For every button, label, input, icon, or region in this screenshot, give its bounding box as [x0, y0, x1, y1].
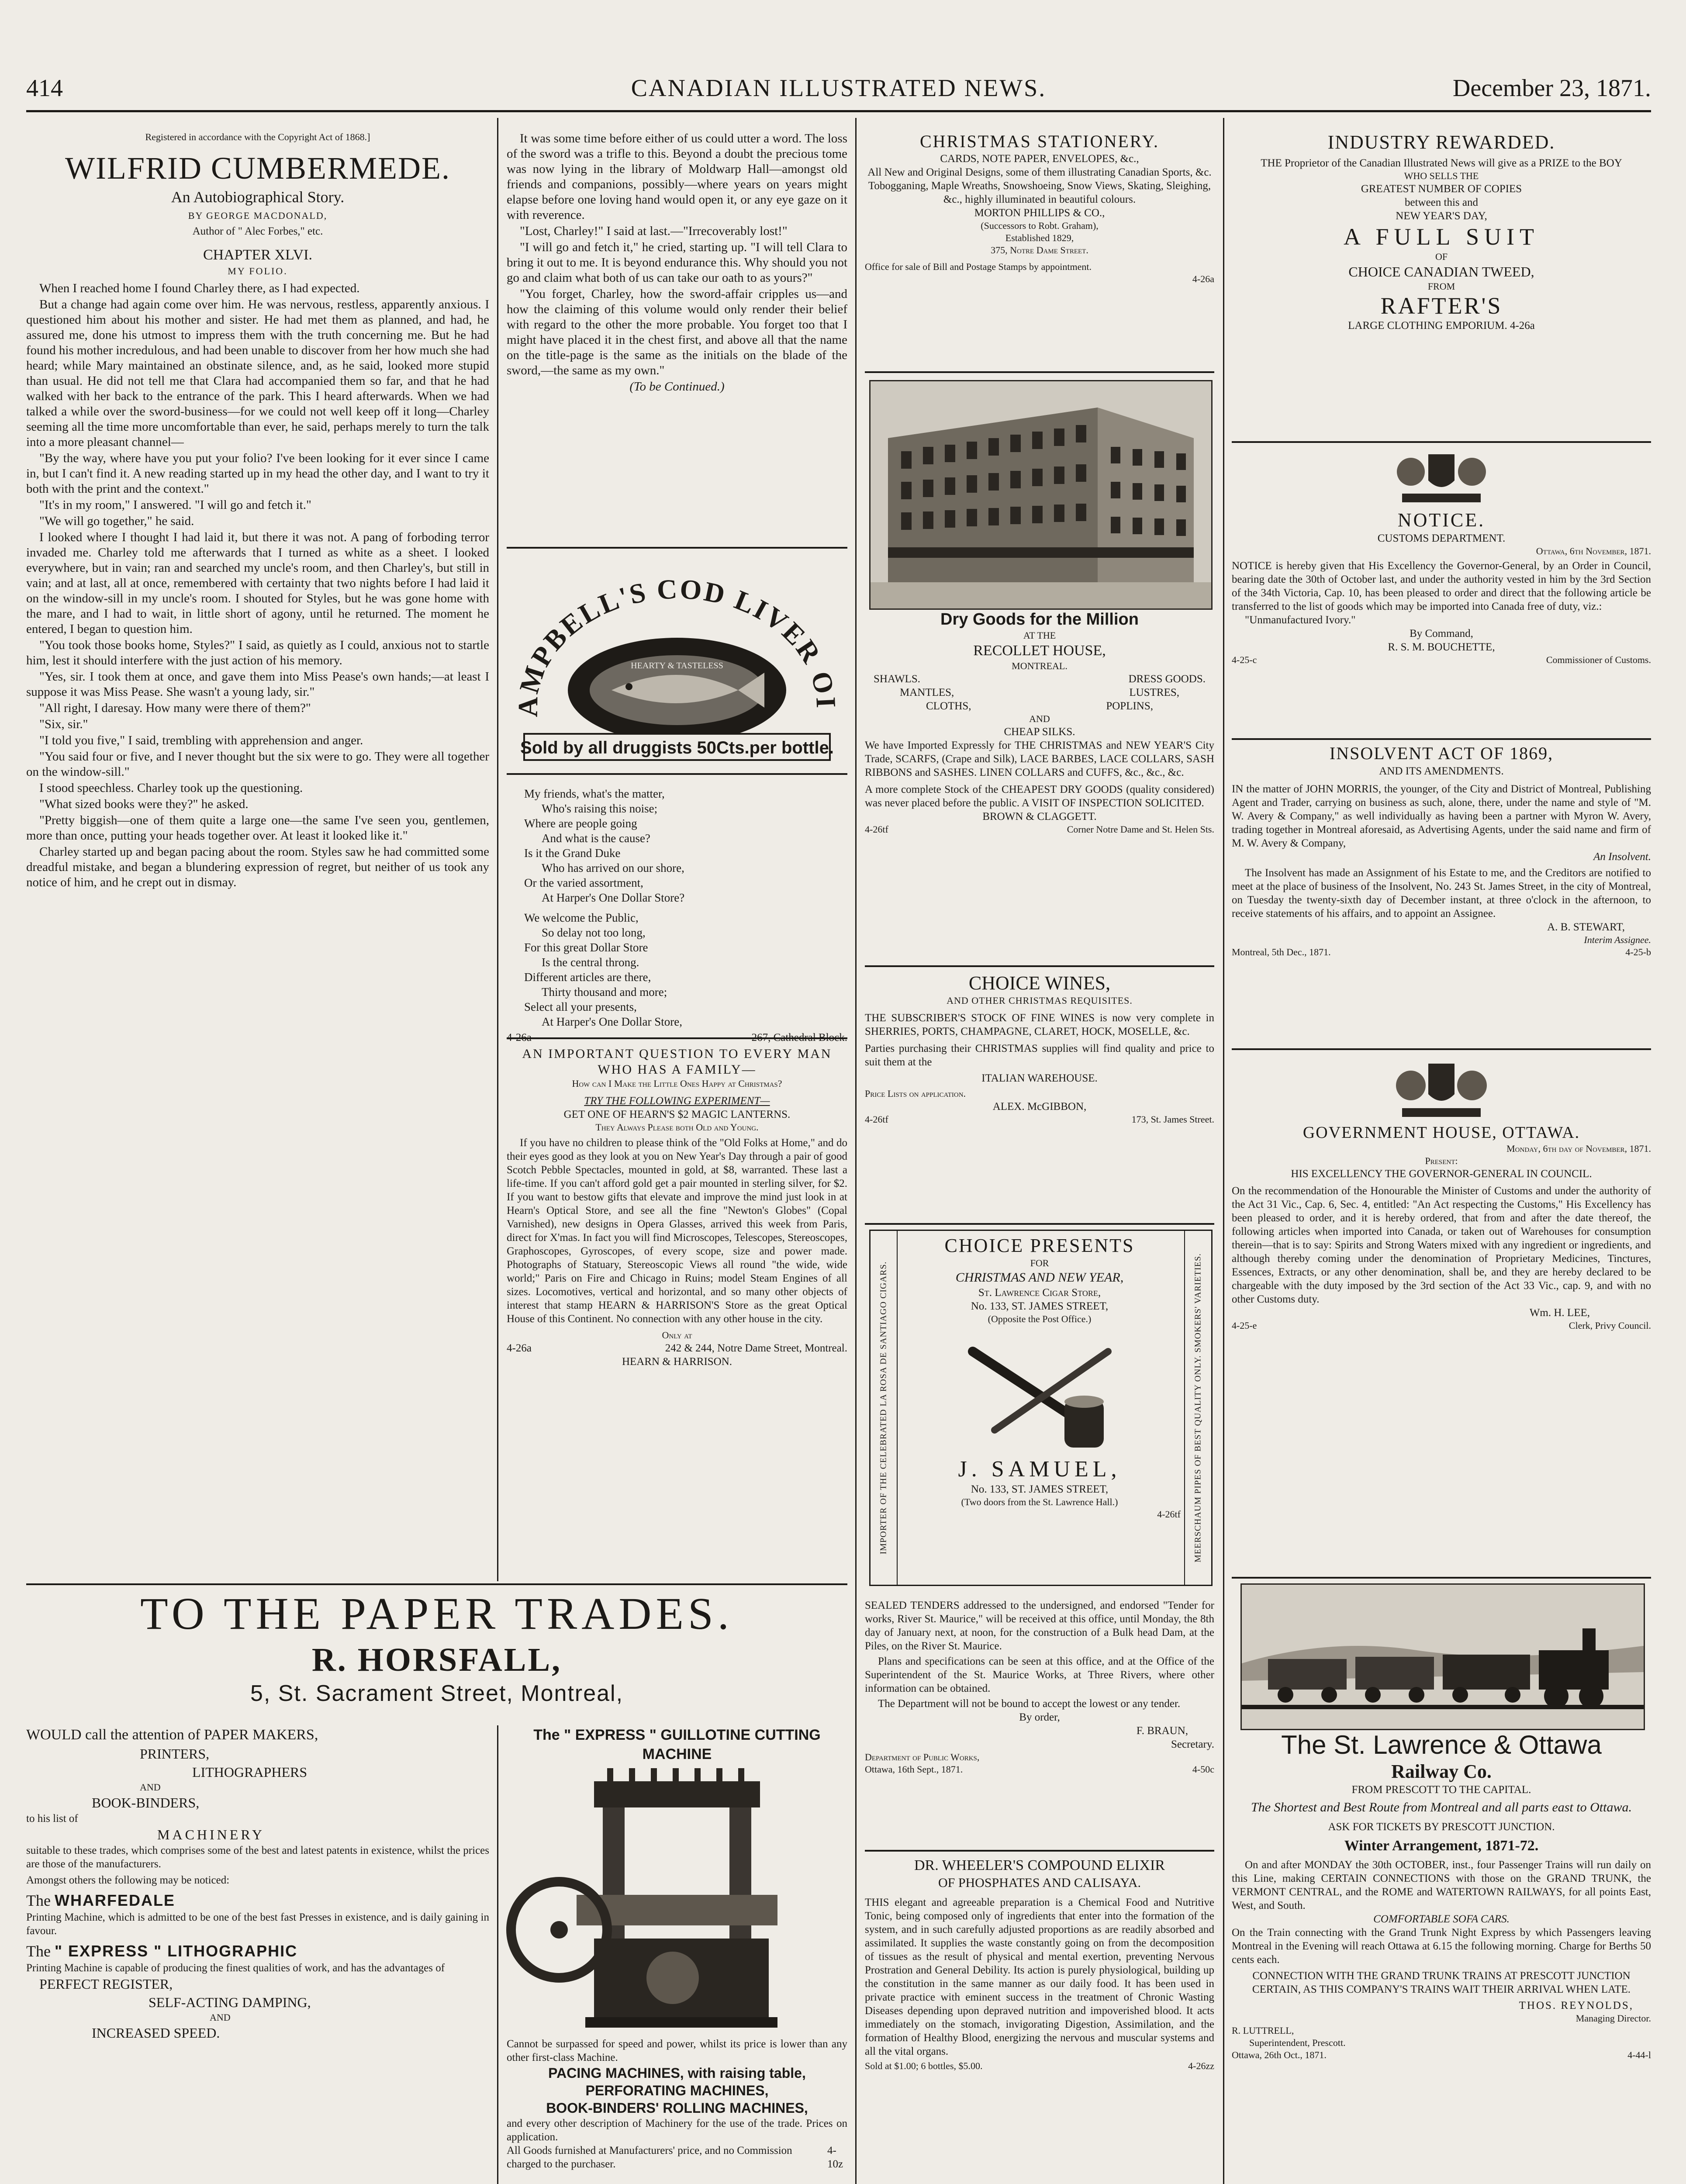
recollet-items: [865, 686, 1214, 699]
poem-line: For this great Dollar Store: [524, 941, 648, 954]
paper-trades-register: PERFECT REGISTER,: [39, 1976, 173, 1992]
notice-by: By Command,: [1410, 628, 1473, 639]
govhouse-title: GOVERNMENT HOUSE, OTTAWA.: [1303, 1123, 1580, 1142]
tenders-by: By order,: [1019, 1711, 1060, 1723]
guillotine-ad: [507, 1725, 847, 2184]
railway-supt-name: R. LUTTRELL,: [1232, 2025, 1294, 2036]
notice-name: R. S. M. BOUCHETTE,: [1388, 641, 1495, 653]
industry-rafter: RAFTER'S: [1380, 293, 1503, 319]
presents-side-left: [871, 1231, 898, 1585]
railway-cars: COMFORTABLE SOFA CARS.: [1373, 1913, 1510, 1925]
presents-address: No. 133, ST. JAMES STREET,: [971, 1300, 1109, 1312]
item: MANTLES,: [900, 687, 954, 698]
govhouse-excellency: HIS EXCELLENCY THE GOVERNOR-GENERAL IN COUNCIL.: [1291, 1168, 1592, 1180]
section-rule: [507, 1037, 847, 1039]
pipe-icon: [898, 1325, 1181, 1456]
paper-trades-text: WOULD call the attention of PAPER MAKERS,: [26, 1727, 318, 1743]
item: DRESS GOODS.: [1128, 673, 1206, 685]
story-paragraph: "I told you five," I said, trembling with apprehension and anger.: [39, 733, 363, 747]
chapter-number: CHAPTER XLVI.: [203, 247, 312, 263]
industry-of: OF: [1435, 251, 1448, 262]
stationery-title: CHRISTMAS STATIONERY.: [919, 131, 1160, 151]
notice-role: Commissioner of Customs.: [1546, 654, 1651, 665]
insolvent-sub: AND ITS AMENDMENTS.: [1379, 765, 1504, 777]
insolvent-an: An Insolvent.: [1593, 851, 1651, 863]
stationery-address: 375, Notre Dame Street.: [991, 245, 1088, 256]
poem-line: Select all your presents,: [524, 1000, 637, 1013]
railway-ad: [1232, 1730, 1651, 2184]
presents-side-right: [1184, 1231, 1211, 1585]
govhouse-name: Wm. H. LEE,: [1529, 1307, 1590, 1319]
ad-code: 4-10z: [827, 2145, 843, 2170]
recollet-body2: A more complete Stock of the CHEAPEST DRY GOODS (quality considered) was never placed before the public. A VISIT OF INSPECTION SOLICITED.: [865, 784, 1214, 809]
stationery-line: CARDS, NOTE PAPER, ENVELOPES, &c.,: [940, 153, 1139, 165]
paper-trades-speed: INCREASED SPEED.: [92, 2025, 220, 2041]
industry-nyd: NEW YEAR'S DAY,: [1396, 210, 1487, 222]
lantern-offer: GET ONE OF HEARN'S $2 MAGIC LANTERNS.: [563, 1109, 791, 1120]
poem-line: And what is the cause?: [542, 832, 650, 845]
industry-emporium-name: LARGE CLOTHING EMPORIUM.: [1348, 320, 1507, 332]
insolvent-ad: [1232, 743, 1651, 1048]
ad-code: 4-26tf: [1157, 1509, 1181, 1520]
chapter-title: MY FOLIO.: [228, 266, 288, 276]
govhouse-ad: [1232, 1123, 1651, 1577]
presents-title: CHOICE PRESENTS: [944, 1235, 1135, 1256]
paper-trades-text3: Amongst others the following may be noticed:: [26, 1874, 230, 1886]
presents-address2: No. 133, ST. JAMES STREET,: [971, 1483, 1109, 1495]
ad-code: 4-26a: [507, 1342, 532, 1354]
ad-code: 4-25-e: [1232, 1320, 1257, 1331]
perforating-machines: PERFORATING MACHINES,: [585, 2083, 769, 2098]
royal-arms-icon: [1363, 446, 1520, 507]
serial-story: [26, 131, 489, 1581]
ad-code: 4-50c: [1192, 1764, 1214, 1775]
page-number: 414: [26, 75, 63, 102]
govhouse-role: Clerk, Privy Council.: [1569, 1320, 1651, 1331]
pacing-machines: PACING MACHINES, with raising table,: [548, 2065, 806, 2081]
wines-title: CHOICE WINES,: [968, 972, 1111, 994]
industry-emporium: [1232, 319, 1651, 332]
wines-name: ALEX. McGIBBON,: [992, 1101, 1087, 1113]
ad-code: 4-44-l: [1627, 2049, 1651, 2060]
column-rule: [497, 1725, 498, 2184]
paper-trades-text2: suitable to these trades, which comprises some of the best and latest patents in existence, whilst the prices are those of the manufacturers.: [26, 1845, 489, 1870]
paper-trades-header: [26, 1588, 847, 1723]
insolvent-role: Interim Assignee.: [1584, 934, 1651, 945]
ad-code: 4-25-b: [1625, 947, 1651, 957]
masthead-title: CANADIAN ILLUSTRATED NEWS.: [631, 75, 1047, 102]
item: POPLINS,: [1106, 700, 1153, 712]
lantern-experiment: TRY THE FOLLOWING EXPERIMENT—: [584, 1095, 770, 1107]
paper-trades-to-list: to his list of: [26, 1813, 78, 1825]
paper-trades-left: [26, 1725, 489, 2184]
to-be-continued: (To be Continued.): [629, 380, 725, 394]
poem-line: Or the varied assortment,: [524, 876, 643, 889]
presents-ad: [869, 1230, 1213, 1586]
elixir-sub: OF PHOSPHATES AND CALISAYA.: [938, 1876, 1141, 1890]
railway-supt-role: Superintendent, Prescott.: [1249, 2037, 1346, 2048]
story-paragraph: "We will go together," he said.: [39, 514, 194, 528]
harper-ad: [507, 786, 847, 1031]
govhouse-present: Present:: [1425, 1155, 1458, 1166]
recollet-address: Corner Notre Dame and St. Helen Sts.: [1067, 824, 1214, 835]
tenders-text: SEALED TENDERS addressed to the undersigned, and endorsed "Tender for works, River St. Maurice," will be received at this office, until Monday, the 8th day of January next, at noon, for the construction of a Bulk head Dam, at the Piles, on the River St. Maurice.: [865, 1600, 1214, 1652]
stationery-text: All New and Original Designs, some of them illustrating Canadian Sports, &c. Tobogganing, Maple Wreaths, Snowshoeing, Snow Views, Skating, Sleighing, &c., highly illuminated in beautiful colours.: [867, 166, 1212, 205]
wines-sub: AND OTHER CHRISTMAS REQUISITES.: [947, 995, 1133, 1006]
section-rule: [507, 547, 847, 549]
industry-greatest: GREATEST NUMBER OF COPIES: [1361, 183, 1522, 195]
wines-body2: Parties purchasing their CHRISTMAS supplies will find quality and price to suit them at the: [865, 1043, 1214, 1068]
presents-name: J. SAMUEL,: [958, 1457, 1121, 1482]
story-paragraph: "Six, sir.": [39, 717, 88, 731]
train-engraving: [1240, 1583, 1645, 1730]
recollet-items: [865, 699, 1214, 713]
ad-code: 4-26zz: [1188, 2060, 1214, 2071]
story-paragraph: "It's in my room," I answered. "I will go and fetch it.": [39, 498, 311, 512]
story-paragraph: "What sized books were they?" he asked.: [39, 797, 249, 811]
elixir-text: THIS elegant and agreeable preparation is a Chemical Food and Nutritive Tonic, being composed only of ingredients that enter into the formation of the system, and in such carefully adjusted proportions as are readily absorbed and assimilated. It supplies the waste constantly going on from the decomposition of tissues as the result of physical and mental exertion, preventing Nervous Prostration and General Debility. Its action is purely physiological, building up the constitution in the same manner as our daily food. It has been used in private practice with eminent success in the treatment of Chronic Wasting Diseases depending upon depraved nutrition and impoverished blood. It acts immediately on the stomach, invigorating Digestion, Assimilation, and the formation of Healthy Blood, energizing the nervous and muscular systems and all the vital organs.: [865, 1897, 1214, 2057]
wharfedale-heading: [26, 1890, 489, 1911]
elixir-price: Sold at $1.00; 6 bottles, $5.00.: [865, 2060, 983, 2071]
story-paragraph: "I will go and fetch it," he cried, starting up. "I will tell Clara to bring it out to me. It is beyond endurance this. Why should you not go and claim what both of us can take our oath to as yours?": [507, 240, 847, 285]
govhouse-text: On the recommendation of the Honourable the Minister of Customs and under the authority of the Act 31 Vic., Cap. 6, Sec. 4, entitled: "An Act respecting the Customs," His Excellency has been pleased to order, and it is hereby ordered, that from and after the date thereof, the following articles when imported into Canada, or taken out of Warehouses for consumption therein—that is to say: Spirits and Strong Waters mixed with any ingredient or ingredients, and although thereby coming under the denomination of Proprietary Medicines, Tinctures, Essences, Extracts, or any other denomination, shall be, and they are hereby declared to be chargeable with the duty imposed by the 3rd section of the Act 33 Vic., cap. 9, and with no other Customs duty.: [1232, 1185, 1651, 1305]
tenders-text2: Plans and specifications can be seen at this office, and at the Office of the Superintendent of the St. Maurice Works, at Three Rivers, where other information can be obtained.: [865, 1655, 1214, 1694]
insolvent-title: INSOLVENT ACT OF 1869,: [1329, 743, 1554, 763]
express-the: The: [26, 1942, 51, 1960]
railway-text: On and after MONDAY the 30th OCTOBER, inst., four Passenger Trains will run daily on this Line, making CERTAIN CONNECTIONS with those on the GRAND TRUNK, the VERMONT CENTRAL, and the ROME and WATERTOWN RAILWAYS, for all points East, West, and South.: [1232, 1859, 1651, 1911]
section-rule: [865, 965, 1214, 967]
section-rule: [865, 1223, 1214, 1225]
poem-line: Where are people going: [524, 817, 637, 830]
insolvent-text2: The Insolvent has made an Assignment of his Estate to me, and the Creditors are notified to meet at the place of business of the Insolvent, No. 243 St. James Street, in the city of Montreal, on Tuesday the twenty-sixth day of December instant, at three o'clock in the afternoon, to receive statements of his affairs, and to appoint an Assignee.: [1232, 867, 1651, 919]
paper-trades-every-other: and every other description of Machinery for the use of the trade. Prices on application.: [507, 2118, 847, 2143]
poem-line: So delay not too long,: [542, 926, 646, 939]
coat-of-arms-icon: [1363, 1055, 1520, 1120]
masthead: [26, 70, 1651, 105]
notice-dept: CUSTOMS DEPARTMENT.: [1377, 532, 1506, 544]
ad-code: 4-26tf: [865, 824, 888, 835]
item: SHAWLS.: [874, 673, 921, 685]
presents-doors: (Two doors from the St. Lawrence Hall.): [961, 1496, 1118, 1507]
tenders-footer: [865, 1763, 1214, 1776]
story-paragraph: I looked where I thought I had laid it, but there it was not. A pang of forboding terror invaded me. Charley told me afterwards that I turned as white as a sheet. I looked everywhere, but in vain; ran and searched my uncle's room, and then Charley's, but still in vain; and at last, all at once, remembered with certainty that two nights before I had laid it on the window-sill in my uncle's room. I shouted for Styles, but he was gone home with the mare, and I had to wait, in little short of agony, until he returned. The moment he entered, I began to question him.: [26, 530, 489, 636]
story-paragraph: "You said four or five, and I never thought but the six were to go. They were all together on the window-sill.": [26, 750, 489, 779]
section-rule: [1232, 1577, 1651, 1579]
railway-text2: On the Train connecting with the Grand Trunk Night Express by which Passengers leaving Montreal in the Evening will reach Ottawa at 6.15 the following morning. Charge for Berths 50 cents each.: [1232, 1927, 1651, 1966]
wharfedale-text: Printing Machine, which is admitted to be one of the best fast Presses in existence, and is daily gaining in favour.: [26, 1911, 489, 1937]
railway-co: Railway Co.: [1391, 1761, 1492, 1782]
column-rule: [855, 118, 857, 2184]
story-body: [26, 281, 489, 890]
story-paragraph: I stood speechless. Charley took up the questioning.: [39, 781, 303, 795]
lantern-footer: [507, 1341, 847, 1355]
paper-trades-damping: SELF-ACTING DAMPING,: [149, 1994, 311, 2010]
wines-ad: [865, 972, 1214, 1216]
railway-ask: ASK FOR TICKETS BY PRESCOTT JUNCTION.: [1328, 1821, 1555, 1833]
tenders-text3: The Department will not be bound to accept the lowest or any tender.: [878, 1698, 1181, 1710]
notice-title: NOTICE.: [1397, 509, 1486, 531]
industry-between: between this and: [1404, 197, 1478, 208]
poem-line: At Harper's One Dollar Store?: [542, 891, 685, 904]
poem-line: Thirty thousand and more;: [542, 985, 667, 999]
section-rule: [865, 371, 1214, 373]
ad-code: 4-26a: [1510, 320, 1535, 332]
paper-trades-goods: All Goods furnished at Manufacturers' price, and no Commission charged to the purchaser.: [507, 2145, 792, 2170]
railway-tagline: The Shortest and Best Route from Montreal and all parts east to Ottawa.: [1251, 1800, 1632, 1814]
recollet-footer: [865, 823, 1214, 836]
presents-side-right-text: MEERSCHAUM PIPES OF BEST QUALITY ONLY. SMOKERS' VARIETIES.: [1193, 1253, 1203, 1563]
express-litho-name: " EXPRESS " LITHOGRAPHIC: [54, 1942, 298, 1960]
recollet-silks: CHEAP SILKS.: [1004, 726, 1075, 738]
section-rule: [1232, 1048, 1651, 1050]
section-rule: [1232, 738, 1651, 740]
elixir-footer: [865, 2060, 1214, 2072]
story-paragraph: "By the way, where have you put your folio? I've been looking for it ever since I came in, but I can't find it. A new reading started up in my head the other day, and I want to try it both with the print and the context.": [26, 451, 489, 496]
industry-ad: [1232, 131, 1651, 437]
story-paragraph: But a change had again come over him. He was nervous, restless, apparently anxious. I questioned him about his mother and sister. He had met them as planned, and had, he assured me, done his utmost to impress them with the truth concerning me. But he had found his mother incredulous, and had been unable to discover from her how much she had heard; while Mary maintained an obstinate silence, and, as he said, looked more stupid than usual. He did not tell me that Clara had accompanied them so far, and that he had walked with her back to the entrance of the park. This I heard afterwards. When we had talked a while over the sword-business—for we could not well keep off it long—Charley seeming all the time more uncomfortable than ever, he said, perhaps merely to turn the talk into a more pleasant channel—: [26, 297, 489, 449]
recollet-and: AND: [1029, 713, 1050, 724]
cod-liver-footer: Sold by all druggists 50Cts.per bottle.: [520, 738, 834, 757]
wharfedale-the: The: [26, 1892, 51, 1909]
cod-liver-banner: HEARTY & TASTELESS: [631, 661, 723, 670]
recollet-city: MONTREAL.: [1012, 660, 1068, 671]
item: CLOTHS,: [926, 700, 971, 712]
story-title: WILFRID CUMBERMEDE.: [65, 151, 450, 186]
industry-tweed: CHOICE CANADIAN TWEED,: [1348, 264, 1534, 280]
fish-icon: [511, 559, 843, 764]
paper-trades-printers: PRINTERS,: [140, 1746, 210, 1762]
story-author-note: Author of " Alec Forbes," etc.: [192, 225, 323, 237]
story-paragraph: "Pretty biggish—one of them quite a large one—the same I've seen you, gentlemen, more than once, putting your heads together over. At least it looked like it.": [26, 813, 489, 843]
presents-center: [898, 1234, 1181, 1579]
tenders-name: F. BRAUN,: [1136, 1725, 1188, 1737]
industry-text: THE Proprietor of the Canadian Illustrated News will give as a PRIZE to the BOY: [1261, 157, 1622, 169]
section-rule: [507, 773, 847, 775]
locomotive-icon: [1242, 1585, 1644, 1729]
section-rule: [26, 1583, 847, 1585]
stationery-established: Established 1829,: [1005, 232, 1074, 243]
govhouse-date: Monday, 6th day of November, 1871.: [1506, 1143, 1651, 1154]
paper-trades-binders: BOOK-BINDERS,: [92, 1795, 200, 1811]
govhouse-footer: [1232, 1320, 1651, 1332]
ad-code: 4-25-c: [1232, 654, 1257, 665]
presents-occasion: CHRISTMAS AND NEW YEAR,: [955, 1270, 1124, 1285]
notice-item: "Unmanufactured Ivory.": [1245, 614, 1356, 626]
serial-continuation: [507, 131, 847, 542]
express-litho-text: Printing Machine is capable of producing the finest qualities of work, and has the advantages of: [26, 1962, 445, 1974]
poem-line: Is the central throng.: [542, 956, 639, 969]
stationery-firm: MORTON PHILLIPS & CO.,: [974, 207, 1105, 219]
story-paragraph: "You took those books home, Styles?" I said, as quietly as I could, anxious not to startle him, lest it should interfere with the just action of his memory.: [26, 638, 489, 667]
tenders-ad: [865, 1599, 1214, 1848]
poem-line: My friends, what's the matter,: [524, 787, 665, 800]
wines-footer: [865, 1113, 1214, 1126]
guillotine-text: Cannot be surpassed for speed and power, whilst its price is lower than any other first-class Machine.: [507, 2038, 847, 2063]
ad-code: 4-26tf: [865, 1114, 888, 1125]
paper-trades-machinery: MACHINERY: [157, 1827, 265, 1842]
recollet-at: AT THE: [1023, 630, 1056, 641]
lanterns-ad: [507, 1046, 847, 1531]
express-litho-heading: [26, 1941, 489, 1961]
insolvent-name: A. B. STEWART,: [1547, 921, 1625, 933]
railway-title: The St. Lawrence & Ottawa: [1281, 1730, 1602, 1759]
wines-body: THE SUBSCRIBER'S STOCK OF FINE WINES is now very complete in SHERRIES, PORTS, CHAMPAGNE, CLARET, HOCK, MOSELLE, &c.: [865, 1012, 1214, 1037]
lantern-question: How can I Make the Little Ones Happy at Christmas?: [572, 1078, 782, 1089]
lantern-slogan: They Always Please both Old and Young.: [595, 1122, 759, 1133]
poem-line: Who's raising this noise;: [542, 802, 658, 815]
story-paragraph: "Yes, sir. I took them at once, and gave them into Miss Pease's own hands;—at least I suppose it was Miss Pease. She wasn't a young lady, sir.": [26, 670, 489, 699]
railway-connection: CONNECTION WITH THE GRAND TRUNK TRAINS AT PRESCOTT JUNCTION CERTAIN, AS THIS COMPANY'S TRAINS WAIT THEIR ARRIVAL WHEN LATE.: [1252, 1970, 1631, 1995]
story-paragraph: It was some time before either of us could utter a word. The loss of the sword was a trifle to this. Beyond a doubt the precious tome was now lying in the library of Moldwarp Hall—amongst old friends and companions, possibly—where years on years might elapse before one loving hand would open it, or any eye gaze on it with reverence.: [507, 131, 847, 222]
item: LUSTRES,: [1129, 687, 1179, 698]
industry-from: FROM: [1427, 281, 1455, 292]
recollet-house: RECOLLET HOUSE,: [973, 643, 1106, 659]
elixir-title: DR. WHEELER'S COMPOUND ELIXIR: [914, 1857, 1165, 1873]
elixir-ad: [865, 1856, 1214, 2184]
harper-poem: [507, 786, 847, 1029]
story-byline: BY GEORGE MACDONALD,: [188, 210, 328, 221]
poem-line: Who has arrived on our shore,: [542, 861, 684, 874]
tenders-role: Secretary.: [1171, 1738, 1214, 1750]
paper-trades-litho: LITHOGRAPHERS: [192, 1764, 307, 1780]
column-rule: [1223, 118, 1224, 2184]
paper-trades-title: TO THE PAPER TRADES.: [140, 1589, 733, 1639]
cod-liver-oil-ad: [511, 559, 843, 764]
presents-side-left-text: IMPORTER OF THE CELEBRATED LA ROSA DE SANTIAGO CIGARS.: [878, 1261, 888, 1555]
section-rule: [1232, 441, 1651, 443]
cod-liver-arc-text: AMPBELL'S COD LIVER OI: [512, 573, 842, 718]
royal-arms-icon: [1363, 1055, 1520, 1120]
story-paragraph: When I reached home I found Charley there, as I had expected.: [39, 281, 360, 295]
industry-who: WHO SELLS THE: [1404, 170, 1479, 181]
building-icon: [871, 381, 1211, 608]
railway-date: Ottawa, 26th Oct., 1871.: [1232, 2049, 1327, 2060]
guillotine-footer: [507, 2144, 847, 2171]
presents-store: St. Lawrence Cigar Store,: [978, 1287, 1101, 1299]
lantern-text: If you have no children to please think of the "Old Folks at Home," and do their eyes good as they look at you on New Year's Day through a pair of good Scotch Pebble Spectacles, mounted in gold, at $8, warranted. These last a life-time. If you can't afford gold get a pair mounted in sterling silver, for $2. If you want to bestow gifts that elevate and improve the mind just look in at Hearn's Optical Store, and see all the fine "Newton's Globes" (Copal Varnished), new designs in Opera Glasses, arrived this week from Paris, direct for X'mas. In fact you will find Microscopes, Telescopes, Stereoscopes, Graphoscopes, Gyroscopes, of every scope, size and power made. Photographs of Statuary, Stereoscopic Views all round "the wide, wide world;" Paris on Fire and Chicago in Ruins; model Steam Engines of all sizes. Locomotives, vertical and horizontal, and so many other objects of interest that stamp HEARN & HARRISON'S Store as the great Optical House of this Continent. No connection with any other house in the city.: [507, 1137, 847, 1325]
story-subtitle: An Autobiographical Story.: [171, 188, 345, 206]
section-rule: [865, 1850, 1214, 1852]
presents-for: FOR: [1030, 1258, 1049, 1268]
lantern-address: 242 & 244, Notre Dame Street, Montreal.: [665, 1342, 847, 1354]
story-paragraph: "All right, I daresay. How many were there of them?": [39, 701, 311, 715]
tenders-date: Ottawa, 16th Sept., 1871.: [865, 1764, 963, 1775]
ad-code: 4-26a: [1192, 273, 1214, 284]
recollet-ad: [865, 609, 1214, 963]
paper-trades-and: AND: [140, 1782, 161, 1793]
notice-ad: [1232, 509, 1651, 736]
lantern-only: Only at: [662, 1330, 692, 1341]
story-paragraph: "Lost, Charley!" I said at last.—"Irrecoverably lost!": [520, 224, 788, 238]
lantern-heading: AN IMPORTANT QUESTION TO EVERY MAN WHO HAS A FAMILY—: [522, 1047, 832, 1077]
poem-line: Is it the Grand Duke: [524, 847, 621, 860]
guillotine-machine-icon: [507, 1764, 847, 2035]
poem-line: Different articles are there,: [524, 971, 651, 984]
insolvent-text: IN the matter of JOHN MORRIS, the younger, of the City and District of Montreal, Publishing Agent and Trader, carrying on business as such, alone, there, under the name and style of "M. W. Avery & Company," as well individually as having been a partner with Myron W. Avery, trading together in Montreal aforesaid, as Advertising Agents, under the said name and firm of M. W. Avery & Company,: [1232, 783, 1651, 849]
story-paragraph: Charley started up and began pacing about the room. Styles saw he had committed some dreadful mistake, and began a blundering expression of regret, but neither of us took any notice of him, and he crept out in dismay.: [26, 845, 489, 889]
guillotine-title: The " EXPRESS " GUILLOTINE CUTTING MACHINE: [533, 1727, 821, 1762]
recollet-house-engraving: [869, 380, 1213, 610]
notice-date: Ottawa, 6th November, 1871.: [1536, 546, 1651, 556]
stationery-ad: [865, 131, 1214, 367]
notice-footer: [1232, 654, 1651, 666]
insolvent-footer: [1232, 946, 1651, 958]
copyright-note: Registered in accordance with the Copyright Act of 1868.]: [145, 131, 370, 142]
stationery-successors: (Successors to Robt. Graham),: [981, 220, 1099, 231]
railway-name: THOS. REYNOLDS,: [1519, 2000, 1634, 2011]
lantern-firm: HEARN & HARRISON.: [622, 1356, 732, 1368]
tenders-dept: Department of Public Works,: [865, 1752, 980, 1762]
masthead-date: December 23, 1871.: [1452, 75, 1651, 102]
stationery-note: Office for sale of Bill and Postage Stamps by appointment.: [865, 261, 1092, 272]
masthead-rule: [26, 110, 1651, 112]
paper-trades-address: 5, St. Sacrament Street, Montreal,: [250, 1681, 624, 1706]
coat-of-arms-icon: [1363, 446, 1520, 507]
railway-from: FROM PRESCOTT TO THE CAPITAL.: [1351, 1784, 1531, 1796]
story-paragraph: "You forget, Charley, how the sword-affair cripples us—and how the claiming of this volume would only render their belief with regard to the other the more probable. You forget too that I might have placed it in the chest first, and above all that the name on the title-page is the same as the initials on the blade of the sword,—the same as my own.": [507, 287, 847, 377]
insolvent-date: Montreal, 5th Dec., 1871.: [1232, 947, 1331, 957]
notice-text: NOTICE is hereby given that His Excellency the Governor-General, by an Order in Council, bearing date the 30th of October last, and under the authority vested in him by the 3rd Section of the 34th Victoria, Cap. 10, has been pleased to order and direct that the following article be transferred to the list of goods which may be imported into Canada free of duty, viz.:: [1232, 560, 1651, 612]
recollet-items: [865, 672, 1214, 686]
presents-opposite: (Opposite the Post Office.): [988, 1313, 1092, 1324]
wines-warehouse: ITALIAN WAREHOUSE.: [981, 1072, 1098, 1084]
paper-trades-and2: AND: [210, 2012, 231, 2023]
industry-title: INDUSTRY REWARDED.: [1327, 131, 1555, 153]
industry-suit: A FULL SUIT: [1343, 224, 1539, 250]
recollet-caption: Dry Goods for the Million: [940, 610, 1139, 629]
railway-role: Managing Director.: [1575, 2013, 1651, 2024]
poem-line: At Harper's One Dollar Store,: [542, 1015, 683, 1028]
wharfedale-name: WHARFEDALE: [54, 1891, 175, 1909]
paper-trades-name: R. HORSFALL,: [311, 1641, 562, 1678]
railway-winter: Winter Arrangement, 1871-72.: [1344, 1838, 1539, 1854]
wines-price: Price Lists on application.: [865, 1088, 966, 1099]
poem-line: We welcome the Public,: [524, 911, 639, 924]
recollet-firm: BROWN & CLAGGETT.: [982, 811, 1097, 822]
column-rule: [497, 118, 498, 1581]
recollet-body: We have Imported Expressly for THE CHRISTMAS and NEW YEAR'S City Trade, SCARFS, (Crape and Silk), LACE BARBES, LACE COLLARS, SASH RIBBONS and SASHES. LINEN COLLARS and CUFFS, &c., &c., &c.: [865, 740, 1214, 778]
binders-machines: BOOK-BINDERS' ROLLING MACHINES,: [546, 2100, 808, 2116]
railway-footer: [1232, 2049, 1651, 2061]
wines-address: 173, St. James Street.: [1131, 1114, 1214, 1125]
